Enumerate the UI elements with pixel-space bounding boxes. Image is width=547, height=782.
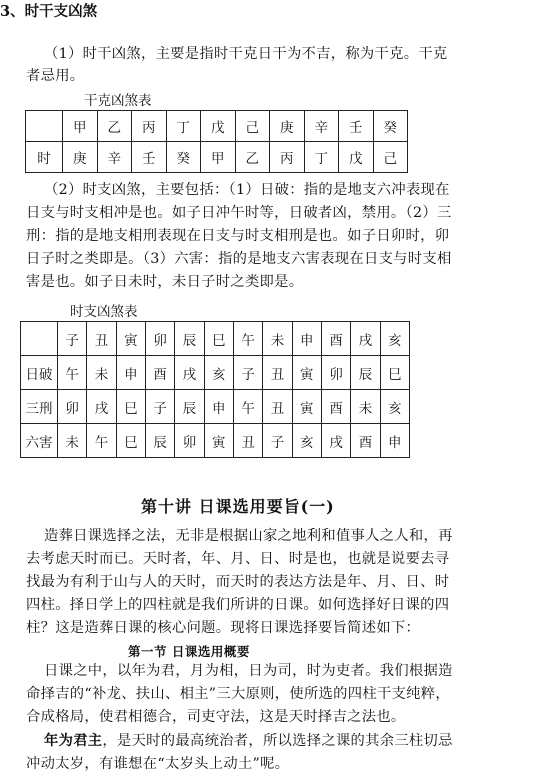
table-cell: 辰: [175, 322, 204, 356]
table-cell: 戊: [201, 111, 236, 142]
table-cell: 酉: [351, 424, 380, 458]
table-cell: 子: [58, 322, 87, 356]
table-cell: 寅: [116, 322, 145, 356]
table-cell: 乙: [97, 111, 132, 142]
table-cell: 寅: [204, 424, 233, 458]
table-cell: 辰: [145, 424, 174, 458]
table-row: [26, 142, 408, 173]
table-cell: 卯: [145, 322, 174, 356]
table-cell: 壬: [339, 111, 374, 142]
table-cell: 丁: [304, 142, 339, 173]
text-line: 者忌用。: [26, 68, 85, 84]
lecture-title: 第十讲 日课选用要旨(一): [141, 497, 335, 516]
table-cell: 丙: [270, 142, 305, 173]
table-cell: 甲: [63, 111, 98, 142]
table-cell: 子: [263, 424, 292, 458]
table-cell: 未: [351, 390, 380, 424]
table-cell: 申: [204, 390, 233, 424]
table-cell: 时: [26, 142, 63, 173]
table-cell: 巳: [116, 424, 145, 458]
text-line: 去考虑天时而已。天时者，年、月、日、时是也，也就是说要去寻: [26, 551, 450, 567]
text-line: 四柱。择日学上的四柱就是我们所讲的日课。如何选择好日课的四: [26, 597, 450, 613]
gan-ke-table: [25, 110, 408, 173]
table-cell: 戌: [321, 424, 350, 458]
table-cell: 丑: [87, 322, 116, 356]
table-cell: 庚: [63, 142, 98, 173]
table-cell: 戌: [87, 390, 116, 424]
text-line: 造葬日课选择之法，无非是根据山家之地利和值事人之人和，再: [44, 528, 453, 544]
table-cell: 卯: [175, 424, 204, 458]
table-row: [26, 111, 408, 142]
table-cell: 未: [263, 322, 292, 356]
table-cell: 六害: [21, 424, 58, 458]
shi-zhi-table: [20, 321, 410, 458]
table-cell: 亥: [380, 322, 409, 356]
table-cell: 申: [116, 356, 145, 390]
table-cell: 日破: [21, 356, 58, 390]
table-cell: 申: [292, 322, 321, 356]
text-line: 日子时之类即是。（3）六害：指的是地支六害表现在日支与时支相: [26, 251, 452, 267]
table-caption: 干克凶煞表: [84, 93, 152, 109]
table-cell: 壬: [132, 142, 167, 173]
table-cell: 癸: [166, 142, 201, 173]
table-cell: 亥: [204, 356, 233, 390]
table-cell: [21, 322, 58, 356]
table-cell: 酉: [145, 356, 174, 390]
text-line: 合成格局，使君相德合，司吏守法，这是天时择吉之法也。: [26, 709, 406, 725]
text-line: 找最为有利于山与人的天时，而天时的表达方法是年、月、日、时: [26, 574, 450, 590]
table-cell: 丙: [132, 111, 167, 142]
table-cell: 甲: [201, 142, 236, 173]
table-cell: 卯: [58, 390, 87, 424]
table-cell: 戊: [339, 142, 374, 173]
text-line: [44, 731, 453, 751]
section-title: 第一节 日课选用概要: [128, 644, 250, 659]
table-cell: 酉: [321, 322, 350, 356]
text-line: 刑：指的是地支相刑表现在日支与时支相刑是也。如子日卯时，卯: [26, 228, 450, 244]
table-cell: 己: [373, 142, 408, 173]
table-cell: 辛: [97, 142, 132, 173]
table-cell: 丑: [233, 424, 262, 458]
table-cell: 亥: [380, 390, 409, 424]
text-line: （2）时支凶煞，主要包括：（1）日破：指的是地支六冲表现在: [44, 182, 450, 198]
text-line: 日课之中，以年为君，月为相，日为司，时为吏者。我们根据造: [44, 663, 453, 679]
text-line: 柱？这是造葬日课的核心问题。现将日课选择要旨简述如下：: [26, 620, 421, 636]
bold-lead: 年为君主: [44, 733, 103, 749]
table-caption: 时支凶煞表: [70, 304, 138, 320]
table-cell: 丁: [166, 111, 201, 142]
table-row: [21, 424, 410, 458]
table-cell: 辛: [304, 111, 339, 142]
table-cell: 未: [87, 356, 116, 390]
table-cell: 申: [380, 424, 409, 458]
table-cell: 寅: [292, 356, 321, 390]
table-cell: 酉: [321, 390, 350, 424]
table-cell: 卯: [321, 356, 350, 390]
table-cell: 午: [87, 424, 116, 458]
text-line: 冲动太岁，有谁想在“太岁头上动土”呢。: [26, 756, 290, 772]
text-line: （1）时干凶煞，主要是指时干克日干为不吉，称为干克。干克: [44, 46, 448, 62]
table-cell: 辰: [351, 356, 380, 390]
table-cell: 戌: [351, 322, 380, 356]
section-heading: 3、时干支凶煞: [0, 3, 98, 20]
table-cell: 丑: [263, 356, 292, 390]
table-cell: 巳: [116, 390, 145, 424]
table-row: [21, 356, 410, 390]
table-cell: 午: [233, 390, 262, 424]
table-cell: 午: [233, 322, 262, 356]
table-cell: 庚: [270, 111, 305, 142]
text-line: 害是也。如子日未时，未日子时之类即是。: [26, 274, 304, 290]
table-cell: 己: [235, 111, 270, 142]
table-cell: 癸: [373, 111, 408, 142]
table-cell: 子: [145, 390, 174, 424]
text-run: ，是天时的最高统治者，所以选择之课的其余三柱切忌: [102, 733, 453, 749]
table-cell: 午: [58, 356, 87, 390]
table-cell: 未: [58, 424, 87, 458]
table-cell: 三刑: [21, 390, 58, 424]
text-line: 命择吉的“补龙、扶山、相主”三大原则，使所选的四柱干支纯粹，: [26, 686, 450, 702]
table-cell: 丑: [263, 390, 292, 424]
table-cell: 巳: [380, 356, 409, 390]
table-cell: 戌: [175, 356, 204, 390]
table-cell: [26, 111, 63, 142]
table-row: [21, 322, 410, 356]
table-cell: 寅: [292, 390, 321, 424]
table-cell: 子: [233, 356, 262, 390]
table-cell: 乙: [235, 142, 270, 173]
table-cell: 亥: [292, 424, 321, 458]
text-line: 日支与时支相冲是也。如子日冲午时等，日破者凶，禁用。（2）三: [26, 205, 452, 221]
table-cell: 辰: [175, 390, 204, 424]
table-row: [21, 390, 410, 424]
table-cell: 巳: [204, 322, 233, 356]
